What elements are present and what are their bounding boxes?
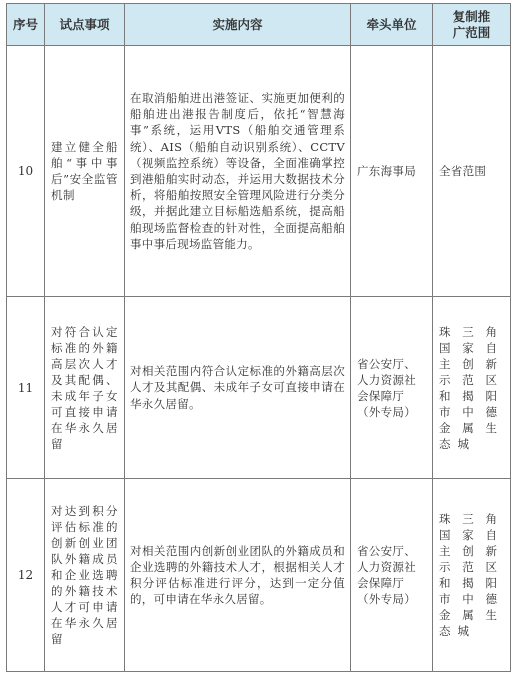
- table-row: [7, 297, 511, 479]
- header-item: 试点事项: [45, 4, 125, 46]
- row-scope: 珠三角国家自主创新示范区和揭阳市中德金属生态城: [433, 297, 511, 479]
- row-content: 对相关范围内创新创业团队的外籍成员和企业选聘的外籍技术人才，根据相关人才积分评估标准进行评分，达到一定分值的，可申请在华永久居留。: [125, 479, 351, 672]
- row-no: 12: [7, 479, 45, 672]
- header-lead: 牵头单位: [351, 4, 433, 46]
- table-row: [7, 46, 511, 297]
- row-item: 对符合认定标准的外籍高层次人才及其配偶、未成年子女可直接申请在华永久居留: [45, 297, 125, 479]
- header-content: 实施内容: [125, 4, 351, 46]
- row-lead: 省公安厅、人力资源社会保障厅（外专局）: [351, 479, 433, 672]
- row-no: 11: [7, 297, 45, 479]
- document-page: [6, 3, 510, 671]
- row-item: 对达到积分评估标准的创新创业团队外籍成员和企业选聘的外籍技术人才可申请在华永久居留: [45, 479, 125, 672]
- row-lead: 广东海事局: [351, 46, 433, 297]
- header-row: [7, 4, 511, 46]
- pilot-items-table: [6, 3, 511, 672]
- row-no: 10: [7, 46, 45, 297]
- header-no: 序号: [7, 4, 45, 46]
- row-content: 对相关范围内符合认定标准的外籍高层次人才及其配偶、未成年子女可直接申请在华永久居留。: [125, 297, 351, 479]
- row-item: 建立健全船舶“事中事后”安全监管机制: [45, 46, 125, 297]
- row-lead: 省公安厅、人力资源社会保障厅（外专局）: [351, 297, 433, 479]
- table-row: [7, 479, 511, 672]
- row-scope: 全省范围: [433, 46, 511, 297]
- row-content: 在取消船舶进出港签证、实施更加便利的船舶进出港报告制度后，依托“智慧海事”系统，运用VTS（船舶交通管理系统）、AIS（船舶自动识别系统）、CCTV（视频监控系统）等设备，全面准确掌控到港船舶实时动态，并运用大数据技术分析，将船舶按照安全管理风险进行分类分级，并据此建立目标船选船系统，提高船舶现场监督检查的针对性，全面提高船舶事中事后现场监管能力。: [125, 46, 351, 297]
- row-scope: 珠三角国家自主创新示范区和揭阳市中德金属生态城: [433, 479, 511, 672]
- header-scope: 复制推广范围: [433, 4, 511, 46]
